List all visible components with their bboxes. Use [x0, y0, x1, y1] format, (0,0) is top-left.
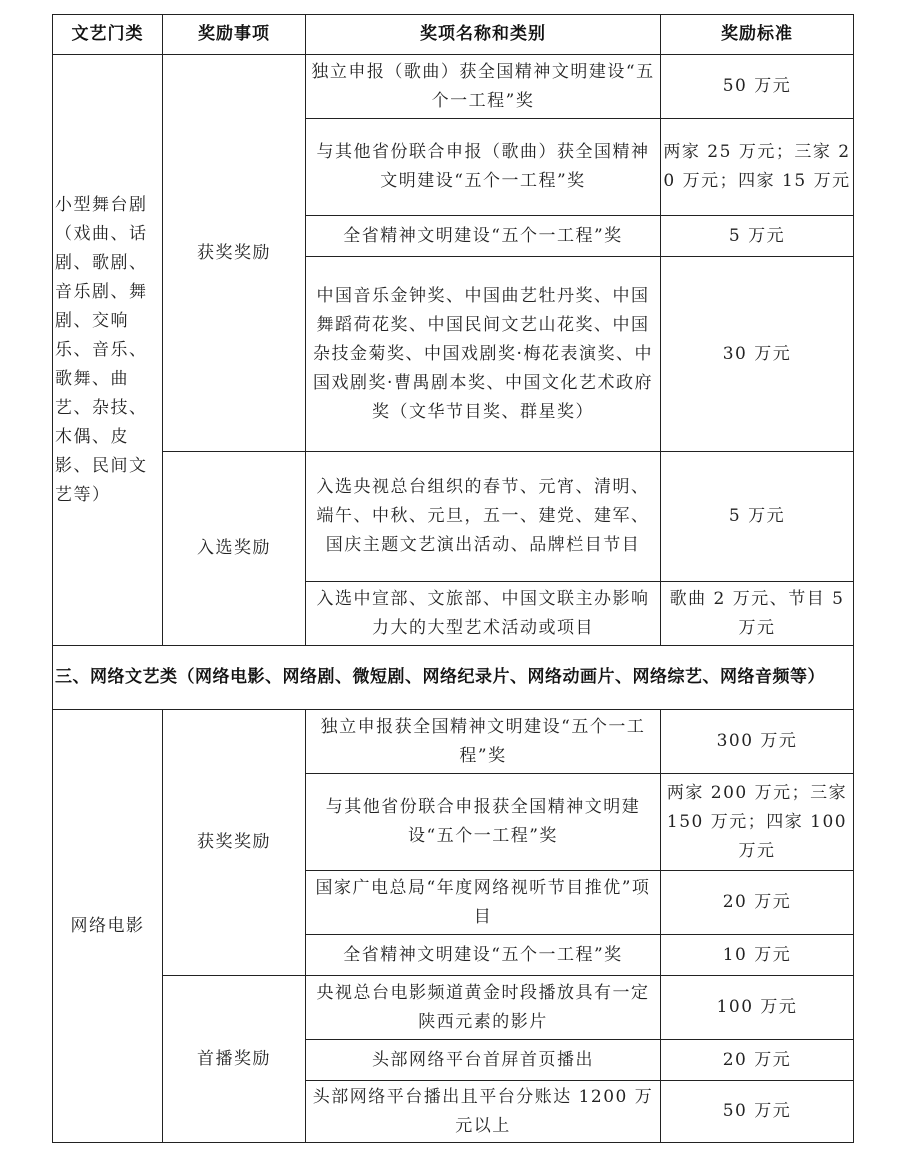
header-award: 奖项名称和类别	[306, 15, 661, 55]
header-row	[53, 15, 854, 55]
award-cell: 头部网络平台首屏首页播出	[306, 1040, 661, 1081]
standard-cell: 5 万元	[661, 216, 854, 257]
standard-cell: 20 万元	[661, 871, 854, 935]
table-row	[53, 452, 854, 582]
header-item: 奖励事项	[163, 15, 306, 55]
award-cell: 全省精神文明建设“五个一工程”奖	[306, 935, 661, 976]
section-row	[53, 646, 854, 710]
standard-cell: 50 万元	[661, 1081, 854, 1143]
standard-cell: 两家 200 万元；三家 150 万元；四家 100 万元	[661, 774, 854, 871]
section-title: 三、网络文艺类（网络电影、网络剧、微短剧、网络纪录片、网络动画片、网络综艺、网络音频等）	[53, 646, 854, 710]
award-cell: 国家广电总局“年度网络视听节目推优”项目	[306, 871, 661, 935]
table-row	[53, 710, 854, 774]
header-category: 文艺门类	[53, 15, 163, 55]
standard-cell: 20 万元	[661, 1040, 854, 1081]
standard-cell: 100 万元	[661, 976, 854, 1040]
standard-cell: 300 万元	[661, 710, 854, 774]
header-standard: 奖励标准	[661, 15, 854, 55]
award-cell: 与其他省份联合申报（歌曲）获全国精神文明建设“五个一工程”奖	[306, 119, 661, 216]
standard-cell: 10 万元	[661, 935, 854, 976]
item-group-cell: 入选奖励	[163, 452, 306, 646]
award-cell: 独立申报（歌曲）获全国精神文明建设“五个一工程”奖	[306, 55, 661, 119]
reward-table	[52, 14, 854, 1143]
award-cell: 独立申报获全国精神文明建设“五个一工程”奖	[306, 710, 661, 774]
standard-cell: 两家 25 万元；三家 20 万元；四家 15 万元	[661, 119, 854, 216]
table-row	[53, 976, 854, 1040]
table-row	[53, 55, 854, 119]
category-cell: 网络电影	[53, 710, 163, 1143]
award-cell: 入选央视总台组织的春节、元宵、清明、端午、中秋、元旦，五一、建党、建军、国庆主题文艺演出活动、品牌栏目节目	[306, 452, 661, 582]
award-cell: 与其他省份联合申报获全国精神文明建设“五个一工程”奖	[306, 774, 661, 871]
item-group-cell: 首播奖励	[163, 976, 306, 1143]
item-group-cell: 获奖奖励	[163, 55, 306, 452]
standard-cell: 5 万元	[661, 452, 854, 582]
award-cell: 头部网络平台播出且平台分账达 1200 万元以上	[306, 1081, 661, 1143]
standard-cell: 50 万元	[661, 55, 854, 119]
standard-cell: 歌曲 2 万元、节目 5 万元	[661, 582, 854, 646]
standard-cell: 30 万元	[661, 257, 854, 452]
item-group-cell: 获奖奖励	[163, 710, 306, 976]
award-cell: 全省精神文明建设“五个一工程”奖	[306, 216, 661, 257]
award-cell: 中国音乐金钟奖、中国曲艺牡丹奖、中国舞蹈荷花奖、中国民间文艺山花奖、中国杂技金菊奖、中国戏剧奖·梅花表演奖、中国戏剧奖·曹禺剧本奖、中国文化艺术政府奖（文华节目奖、群星奖）	[306, 257, 661, 452]
category-cell: 小型舞台剧（戏曲、话剧、歌剧、音乐剧、舞剧、交响乐、音乐、歌舞、曲艺、杂技、木偶、皮影、民间文艺等）	[53, 55, 163, 646]
award-cell: 央视总台电影频道黄金时段播放具有一定陕西元素的影片	[306, 976, 661, 1040]
award-cell: 入选中宣部、文旅部、中国文联主办影响力大的大型艺术活动或项目	[306, 582, 661, 646]
